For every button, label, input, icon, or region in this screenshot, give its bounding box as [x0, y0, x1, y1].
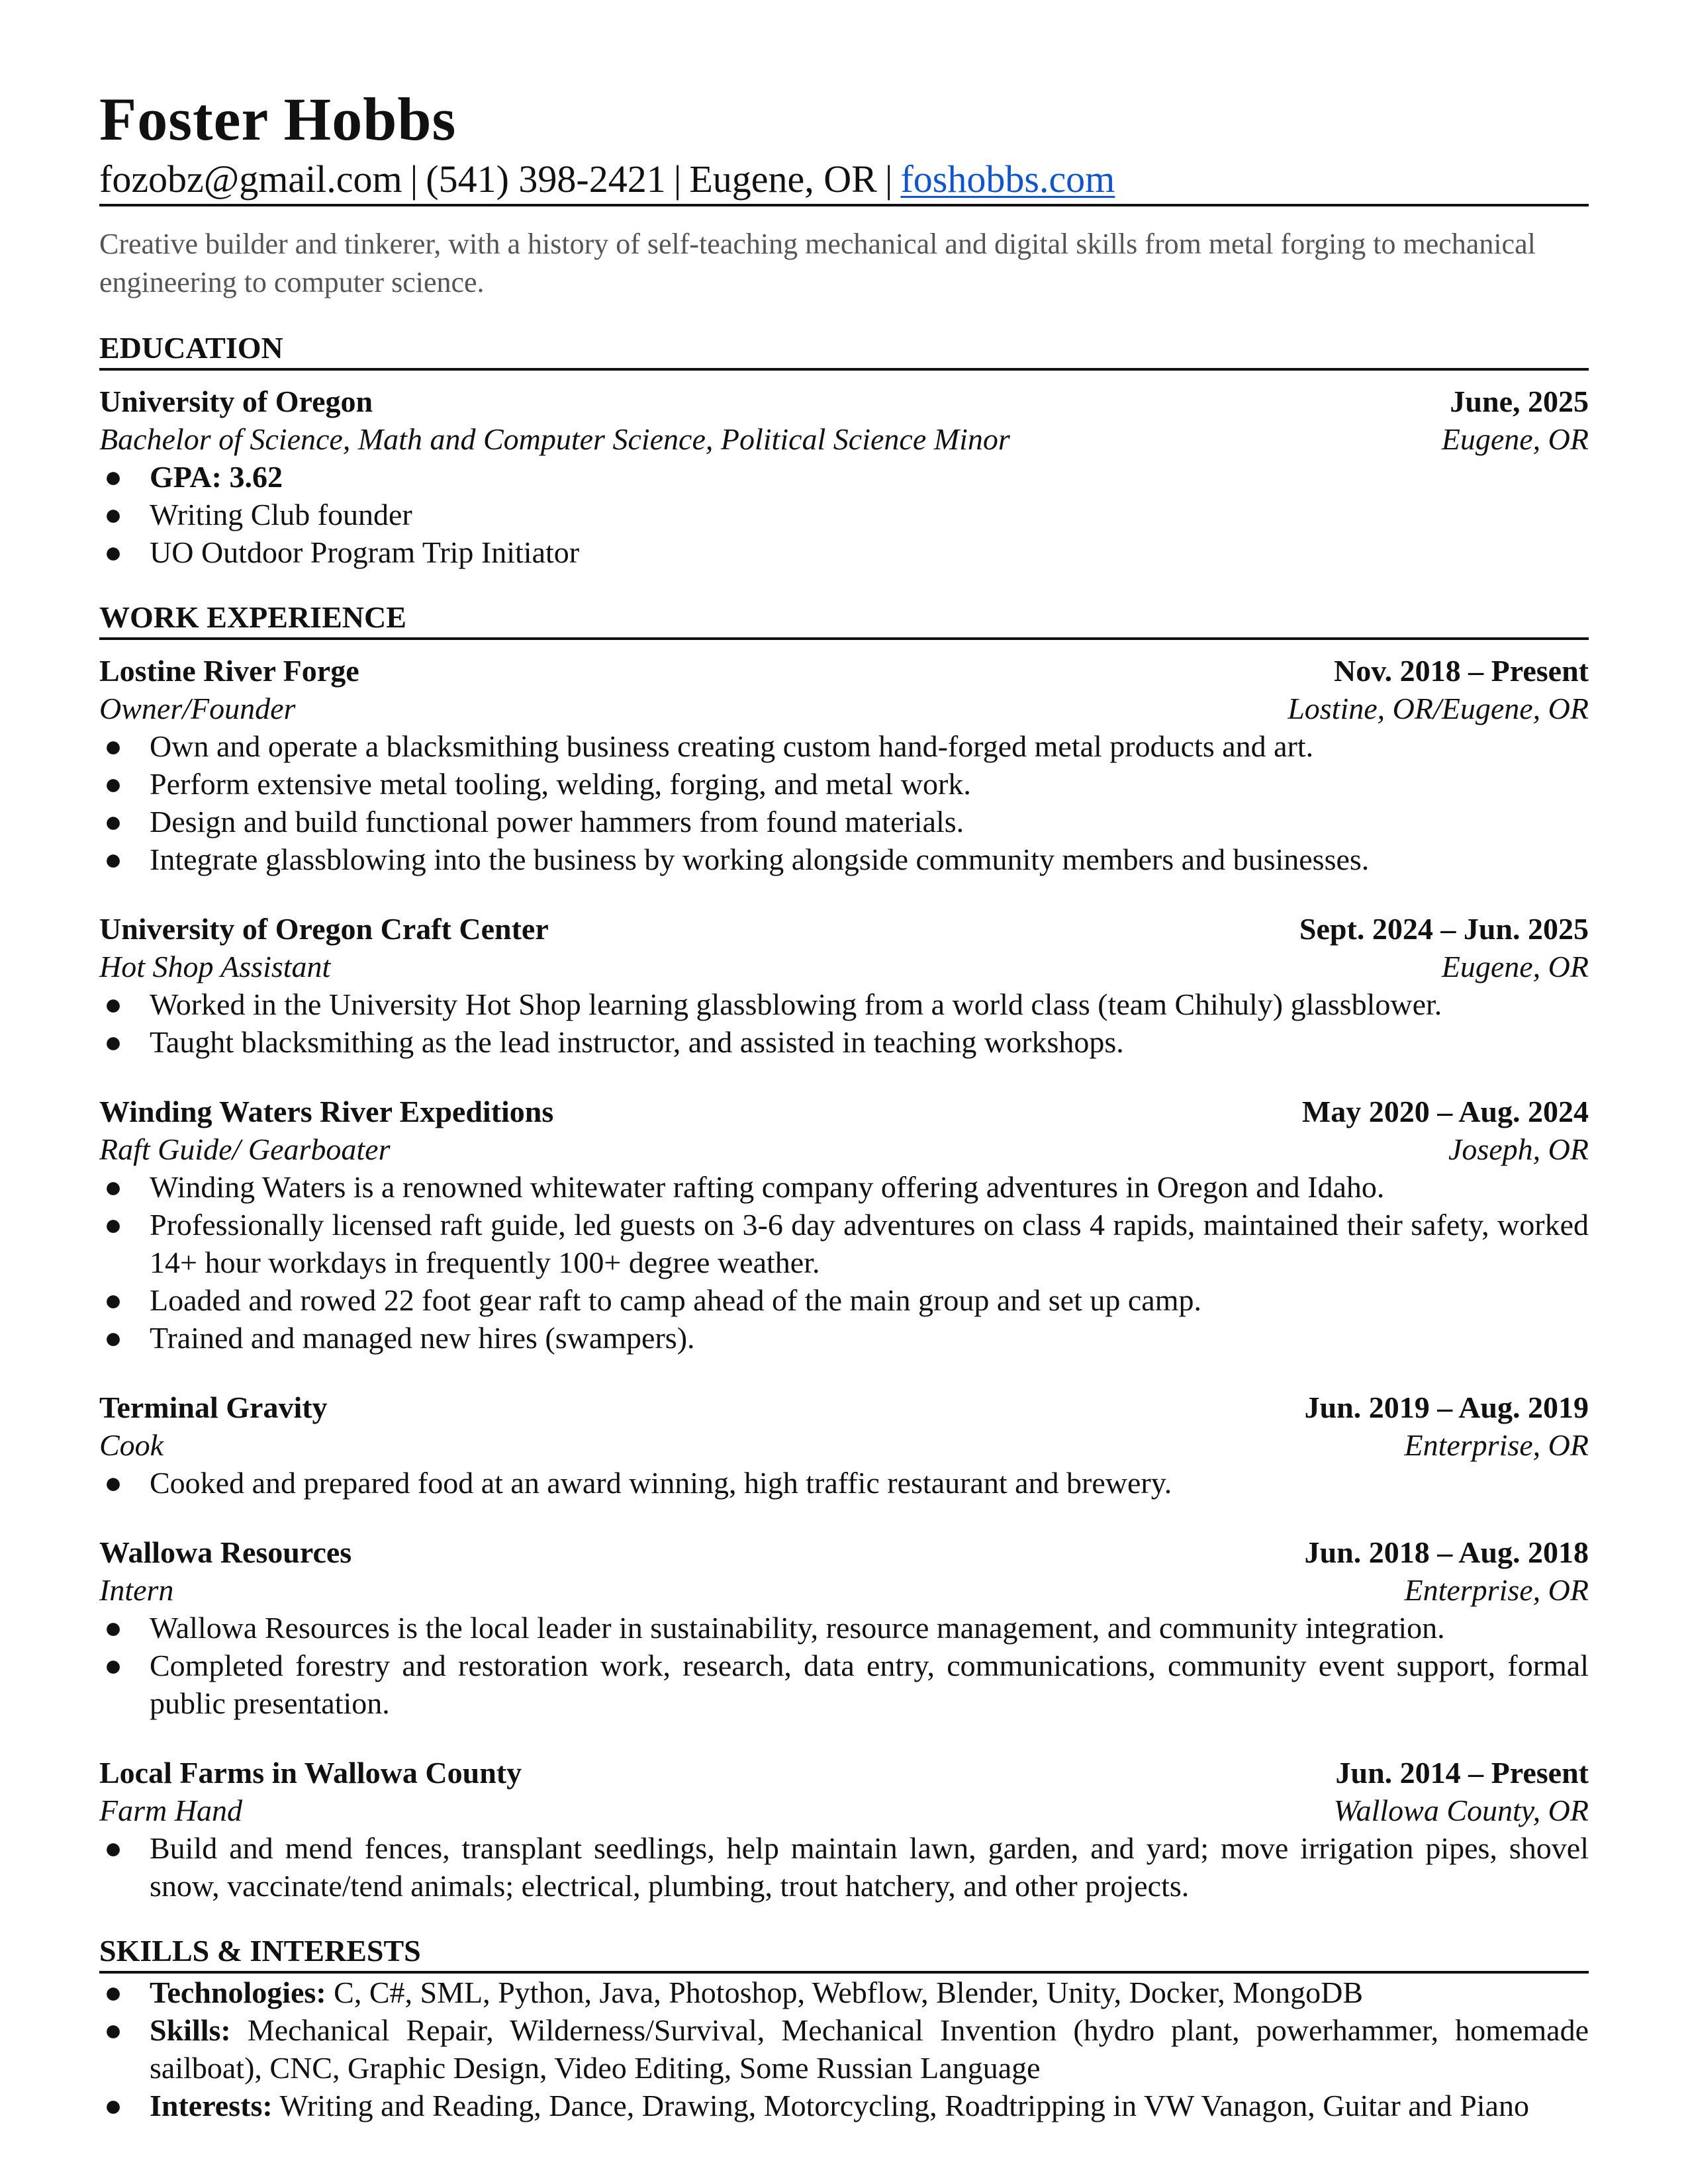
bullet-icon: ●	[104, 535, 122, 569]
bullet-icon: ●	[104, 1025, 122, 1059]
contact-separator: |	[673, 158, 682, 201]
bullet-icon: ●	[104, 2013, 122, 2047]
job-dates: Nov. 2018 – Present	[1333, 654, 1589, 688]
list-item: ● Wallowa Resources is the local leader in sustainability, resource management, and community integration.	[99, 1609, 1589, 1647]
list-item: ● Own and operate a blacksmithing business creating custom hand-forged metal products and art.	[99, 727, 1589, 765]
summary-text: Creative builder and tinkerer, with a history of self-teaching mechanical and digital skills from metal forging to mechanical engineering to computer science.	[99, 228, 1536, 298]
job-bullets	[99, 1609, 1589, 1722]
job-location: Eugene, OR	[1441, 950, 1589, 983]
skills-bullets	[99, 1974, 1589, 2124]
education-bullets	[99, 458, 1589, 571]
graduation-date: June, 2025	[1450, 385, 1589, 418]
work-experience-heading: WORK EXPERIENCE	[99, 599, 1589, 640]
job-role: Raft Guide/ Gearboater	[99, 1132, 391, 1166]
bullet-icon: ●	[104, 729, 122, 763]
list-item: ● Loaded and rowed 22 foot gear raft to camp ahead of the main group and set up camp.	[99, 1281, 1589, 1319]
skills-heading: SKILLS & INTERESTS	[99, 1933, 1589, 1974]
bullet-icon: ●	[104, 987, 122, 1021]
list-item	[99, 2087, 1589, 2124]
list-item: ● Build and mend fences, transplant seedlings, help maintain lawn, garden, and yard; move irrigation pipes, shovel snow, vaccinate/tend animals; electrical, plumbing, trout hatchery, and other projects.	[99, 1829, 1589, 1905]
job-role: Intern	[99, 1573, 174, 1607]
job-role: Cook	[99, 1428, 164, 1462]
phone-text: (541) 398-2421	[426, 158, 666, 201]
contact-separator: |	[884, 158, 893, 201]
bullet-icon: ●	[104, 1170, 122, 1204]
list-item: ● Worked in the University Hot Shop learning glassblowing from a world class (team Chihuly) glassblower.	[99, 985, 1589, 1023]
job-dates: May 2020 – Aug. 2024	[1301, 1095, 1589, 1128]
bullet-icon: ●	[104, 1976, 122, 2009]
bullet-icon: ●	[104, 1208, 122, 1242]
skill-text: Mechanical Repair, Wilderness/Survival, Mechanical Invention (hydro plant, powerhammer, homemade sailboat), CNC, Graphic Design, Video Editing, Some Russian Language	[150, 2013, 1589, 2085]
list-item: ● Taught blacksmithing as the lead instructor, and assisted in teaching workshops.	[99, 1023, 1589, 1061]
email-text: fozobz@gmail.com	[99, 158, 402, 201]
list-item: ● Trained and managed new hires (swampers).	[99, 1319, 1589, 1357]
contact-line	[99, 156, 1589, 206]
skill-text: Writing and Reading, Dance, Drawing, Motorcycling, Roadtripping in VW Vanagon, Guitar and Piano	[279, 2089, 1529, 2122]
job-entry	[99, 652, 1589, 878]
bullet-icon: ●	[104, 1321, 122, 1355]
skill-label: Skills:	[150, 2013, 231, 2047]
bullet-icon: ●	[104, 842, 122, 876]
job-role: Farm Hand	[99, 1794, 242, 1827]
bullet-icon: ●	[104, 1649, 122, 1682]
list-item	[99, 2011, 1589, 2087]
list-item: ● Integrate glassblowing into the business by working alongside community members and businesses.	[99, 841, 1589, 878]
list-item: ● Perform extensive metal tooling, welding, forging, and metal work.	[99, 765, 1589, 803]
job-entry	[99, 1533, 1589, 1722]
resume-page	[99, 86, 1589, 2124]
job-dates: Jun. 2014 – Present	[1335, 1756, 1589, 1790]
job-bullets	[99, 727, 1589, 878]
list-item: ● Cooked and prepared food at an award winning, high traffic restaurant and brewery.	[99, 1464, 1589, 1502]
company-name: Wallowa Resources	[99, 1535, 352, 1569]
school-name: University of Oregon	[99, 385, 373, 418]
job-location: Wallowa County, OR	[1333, 1794, 1589, 1827]
bullet-icon: ●	[104, 805, 122, 839]
job-entry	[99, 1093, 1589, 1357]
bullet-icon: ●	[104, 498, 122, 531]
list-item: ● UO Outdoor Program Trip Initiator	[99, 533, 1589, 571]
list-item: ● Design and build functional power hammers from found materials.	[99, 803, 1589, 841]
company-name: Local Farms in Wallowa County	[99, 1756, 522, 1790]
list-item: ● Completed forestry and restoration work, research, data entry, communications, community event support, formal public presentation.	[99, 1647, 1589, 1722]
job-bullets	[99, 1829, 1589, 1905]
education-heading: EDUCATION	[99, 330, 1589, 371]
bullet-icon: ●	[104, 767, 122, 801]
bullet-icon: ●	[104, 1831, 122, 1865]
skill-label: Technologies:	[150, 1976, 326, 2009]
skill-label: Interests:	[150, 2089, 273, 2122]
candidate-name: Foster Hobbs	[99, 85, 457, 153]
degree-text: Bachelor of Science, Math and Computer Science, Political Science Minor	[99, 422, 1010, 456]
list-item: ● GPA: 3.62	[99, 458, 1589, 496]
education-entry	[99, 383, 1589, 571]
bullet-icon: ●	[104, 2089, 122, 2122]
skill-text: C, C#, SML, Python, Java, Photoshop, Webflow, Blender, Unity, Docker, MongoDB	[334, 1976, 1364, 2009]
job-bullets	[99, 1168, 1589, 1357]
company-name: Winding Waters River Expeditions	[99, 1095, 554, 1128]
list-item: ● Winding Waters is a renowned whitewater rafting company offering adventures in Oregon and Idaho.	[99, 1168, 1589, 1206]
location-text: Eugene, OR	[689, 158, 877, 201]
bullet-icon: ●	[104, 1283, 122, 1317]
company-name: Lostine River Forge	[99, 654, 359, 688]
job-entry	[99, 910, 1589, 1061]
bullet-icon: ●	[104, 460, 122, 494]
job-entry	[99, 1388, 1589, 1502]
job-role: Hot Shop Assistant	[99, 950, 331, 983]
contact-separator: |	[410, 158, 418, 201]
job-bullets	[99, 985, 1589, 1061]
bullet-icon: ●	[104, 1466, 122, 1500]
website-link[interactable]: foshobbs.com	[900, 158, 1115, 201]
job-location: Enterprise, OR	[1404, 1573, 1589, 1607]
job-role: Owner/Founder	[99, 692, 296, 725]
company-name: Terminal Gravity	[99, 1390, 328, 1424]
job-location: Enterprise, OR	[1404, 1428, 1589, 1462]
list-item: ● Professionally licensed raft guide, led guests on 3-6 day adventures on class 4 rapids, maintained their safety, worked 14+ hour workdays in frequently 100+ degree weather.	[99, 1206, 1589, 1281]
job-dates: Sept. 2024 – Jun. 2025	[1299, 912, 1589, 946]
job-bullets	[99, 1464, 1589, 1502]
job-location: Lostine, OR/Eugene, OR	[1288, 692, 1589, 725]
job-dates: Jun. 2018 – Aug. 2018	[1304, 1535, 1589, 1569]
bullet-icon: ●	[104, 1611, 122, 1645]
school-location: Eugene, OR	[1441, 422, 1589, 456]
list-item	[99, 1974, 1589, 2011]
job-location: Joseph, OR	[1448, 1132, 1589, 1166]
job-entry	[99, 1754, 1589, 1905]
company-name: University of Oregon Craft Center	[99, 912, 549, 946]
job-dates: Jun. 2019 – Aug. 2019	[1304, 1390, 1589, 1424]
list-item: ● Writing Club founder	[99, 496, 1589, 533]
